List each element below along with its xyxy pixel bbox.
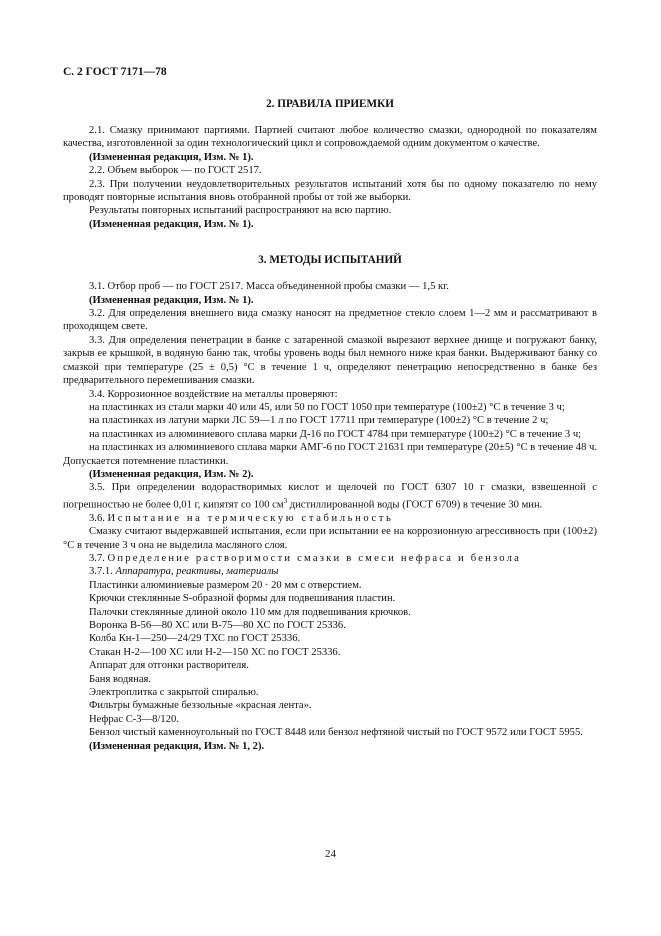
page-content [63,97,597,753]
paragraph-3-4-steel: на пластинках из стали марки 40 или 45, или 50 по ГОСТ 1050 при температуре (100±2) °С в течение 3 ч; [89,401,565,413]
list-item: Аппарат для отгонки растворителя. [89,660,249,672]
paragraph-2-2: 2.2. Объем выборок — по ГОСТ 2517. [89,165,262,177]
paragraph-3-4-alloy-amg6: на пластинках из алюминиевого сплава марки АМГ-6 по ГОСТ 21631 при температуре (20±5) °С в течение 48 ч. Допускается потемнение пластинки. [63,442,597,467]
section-3-title: 3. МЕТОДЫ ИСПЫТАНИЙ [258,254,402,267]
list-item: Электроплитка с закрытой спиралью. [89,686,259,698]
list-item: Крючки стеклянные S-образной формы для подвешивания пластин. [89,593,396,605]
amendment-note: (Измененная редакция, Изм. № 1). [89,294,254,306]
paragraph-3-1: 3.1. Отбор проб — по ГОСТ 2517. Масса объединенной пробы смазки — 1,5 кг. [89,281,449,293]
paragraph-3-7-heading: 3.7. Определение растворимости смазки в смеси нефраса и бензола [89,552,522,564]
list-item: Фильтры бумажные беззольные «красная лента». [89,700,312,712]
paragraph-3-7-1-heading: 3.7.1. Аппаратура, реактивы, материалы [89,566,279,578]
paragraph-3-5: 3.5. При определении водорастворимых кислот и щелочей по ГОСТ 6307 10 г смазки, взвешенной с погрешностью не более 0,01 г, кипятят со 100 $см^3$ дистиллированной воды (ГОСТ 6709) в течение 30 мин. [63,482,597,511]
list-item: Колба Кн-1—250—24/29 ТХС по ГОСТ 25336. [89,633,301,645]
list-item: Воронка В-56—80 ХС или В-75—80 ХС по ГОСТ 25336. [89,619,346,631]
running-head: С. 2 ГОСТ 7171—78 [63,66,167,78]
paragraph-2-3: 2.3. При получении неудовлетворительных результатов испытаний хотя бы по одному показателю по нему проводят повторные испытания вновь отобранной пробы от той же выборки. [63,178,597,204]
paragraph-3-3: 3.3. Для определения пенетрации в банке с затаренной смазкой вырезают верхнее днище и погружают банку, закрыв ее крышкой, в водяную баню так, чтобы уровень воды был немного ниже края банки. Выдерживают банку со смазкой при температуре (25 ± 0,5) °С в течение 1 ч, определяют пенетрацию непосредственно в банке без предварительного перемешивания смазки. [63,334,597,387]
paragraph-2-3-results: Результаты повторных испытаний распространяют на всю партию. [89,205,392,217]
amendment-note: (Измененная редакция, Изм. № 1). [89,151,254,163]
paragraph-3-4-alloy-d16: на пластинках из алюминиевого сплава марки Д-16 по ГОСТ 4784 при температуре (100±2) °С в течение 3 ч; [89,428,582,440]
list-item: Пластинки алюминиевые размером 20 · 20 мм с отверстием. [89,579,362,591]
amendment-note: (Измененная редакция, Изм. № 1, 2). [89,740,265,752]
amendment-note: (Измененная редакция, Изм. № 1). [89,218,254,230]
list-item: Нефрас С-3—8/120. [89,713,179,725]
paragraph-3-6: Смазку считают выдержавшей испытания, если при испытании ее на коррозионную агрессивность при (100±2) °С в течение 3 ч она не выделила масляного слоя. [63,526,597,551]
paragraph-3-4: 3.4. Коррозионное воздействие на металлы проверяют: [89,388,338,400]
section-2-title: 2. ПРАВИЛА ПРИЕМКИ [266,98,394,110]
page-number: 24 [325,848,336,860]
amendment-note: (Измененная редакция, Изм. № 2). [89,468,254,480]
list-item: Стакан Н-2—100 ХС или Н-2—150 ХС по ГОСТ 25336. [89,646,341,658]
paragraph-2-1: 2.1. Смазку принимают партиями. Партией считают любое количество смазки, однородной по показателям качества, изготовленной за один технологический цикл и сопровождаемой одним документом о качестве. [63,125,597,150]
list-item: Палочки стеклянные длиной около 110 мм для подвешивания крючков. [89,606,411,618]
paragraph-3-6-heading: 3.6. Испытание на термическую стабильность [89,512,394,524]
paragraph-3-2: 3.2. Для определения внешнего вида смазку наносят на предметное стекло слоем 1—2 мм и рассматривают в проходящем свете. [63,308,597,333]
list-item: Бензол чистый каменноугольный по ГОСТ 8448 или бензол нефтяной чистый по ГОСТ 9572 или ГОСТ 5955. [89,727,583,739]
paragraph-3-4-brass: на пластинках из латуни марки ЛС 59—1 л по ГОСТ 17711 при температуре (100±2) °С в течение 2 ч; [89,415,549,427]
list-item: Баня водяная. [89,673,152,685]
